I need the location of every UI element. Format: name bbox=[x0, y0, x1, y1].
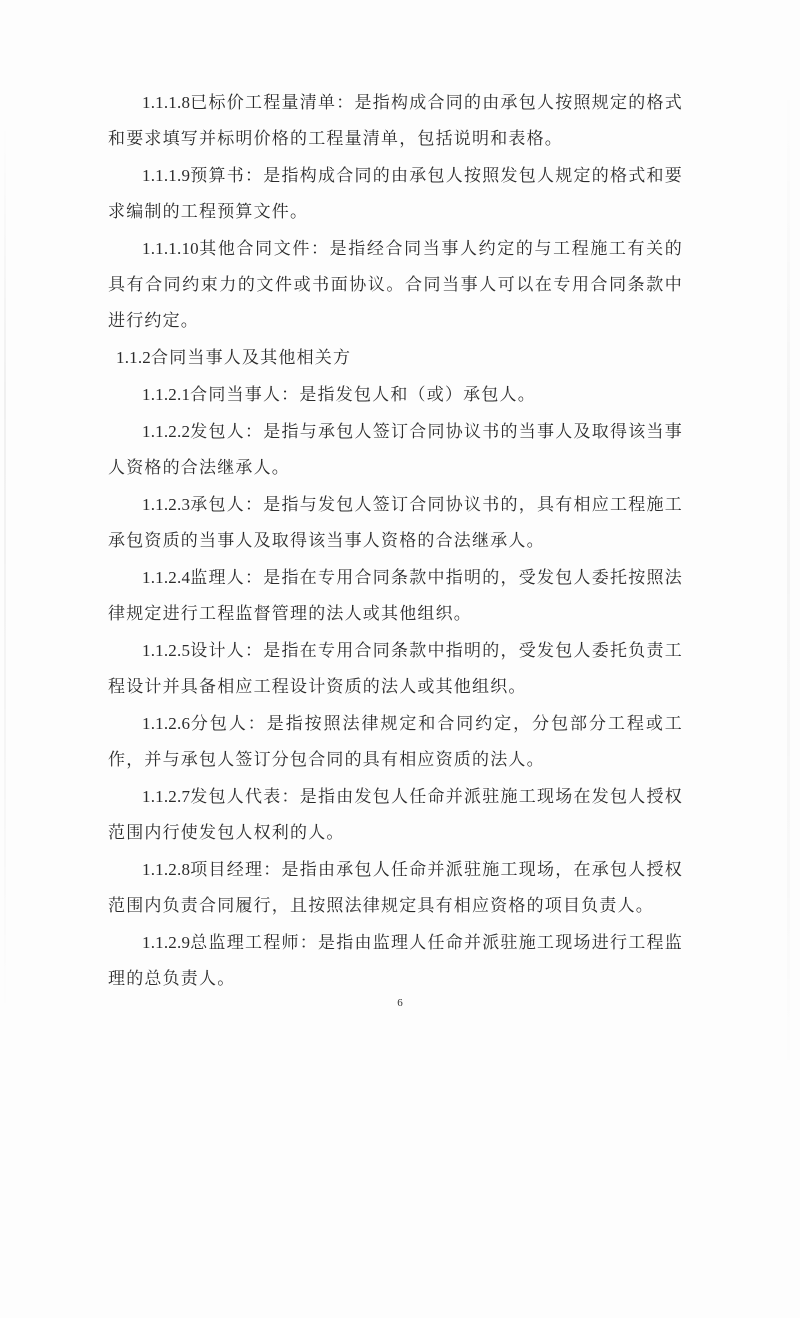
clause-1-1-2-2 bbox=[108, 414, 683, 486]
clause-number: 1.1.2.2 bbox=[142, 422, 191, 441]
clause-text: 发包人：是指与承包人签订合同协议书的当事人及取得该当事人资格的合法继承人。 bbox=[108, 422, 683, 478]
clause-text: 总监理工程师：是指由监理人任命并派驻施工现场进行工程监理的总负责人。 bbox=[108, 933, 683, 989]
clause-1-1-2-3 bbox=[108, 487, 683, 559]
clause-text: 合同当事人：是指发包人和（或）承包人。 bbox=[190, 385, 536, 405]
clause-text: 项目经理：是指由承包人任命并派驻施工现场，在承包人授权范围内负责合同履行，且按照法律规定具有相应资格的项目负责人。 bbox=[108, 860, 683, 916]
clause-number: 1.1.2.4 bbox=[142, 568, 191, 587]
clause-number: 1.1.2.3 bbox=[142, 495, 191, 514]
clause-number: 1.1.2.5 bbox=[142, 641, 191, 660]
clause-text: 分包人：是指按照法律规定和合同约定，分包部分工程或工作，并与承包人签订分包合同的具有相应资质的法人。 bbox=[108, 714, 683, 770]
clause-text: 承包人：是指与发包人签订合同协议书的，具有相应工程施工承包资质的当事人及取得该当事人资格的合法继承人。 bbox=[108, 495, 683, 551]
clause-text: 预算书：是指构成合同的由承包人按照发包人规定的格式和要求编制的工程预算文件。 bbox=[108, 166, 683, 222]
page-number: 6 bbox=[397, 997, 403, 1009]
clause-1-1-1-10 bbox=[108, 231, 683, 339]
clause-text: 发包人代表：是指由发包人任命并派驻施工现场在发包人授权范围内行使发包人权利的人。 bbox=[108, 787, 683, 843]
clause-number: 1.1.1.10 bbox=[142, 239, 199, 258]
clause-text: 其他合同文件：是指经合同当事人约定的与工程施工有关的具有合同约束力的文件或书面协议。合同当事人可以在专用合同条款中进行约定。 bbox=[108, 239, 683, 331]
section-number: 1.1.2 bbox=[116, 348, 151, 367]
clause-number: 1.1.2.7 bbox=[142, 787, 191, 806]
clause-1-1-1-8 bbox=[108, 85, 683, 157]
scan-edge-right bbox=[787, 80, 790, 1080]
clause-number: 1.1.2.6 bbox=[142, 714, 191, 733]
clause-1-1-2-4 bbox=[108, 560, 683, 632]
clause-text: 监理人：是指在专用合同条款中指明的，受发包人委托按照法律规定进行工程监督管理的法人或其他组织。 bbox=[108, 568, 683, 624]
clause-1-1-2-6 bbox=[108, 706, 683, 778]
clause-1-1-2-1 bbox=[108, 377, 683, 413]
document-body bbox=[108, 85, 683, 997]
section-heading-1-1-2 bbox=[108, 340, 683, 376]
clause-text: 设计人：是指在专用合同条款中指明的，受发包人委托负责工程设计并具备相应工程设计资质的法人或其他组织。 bbox=[108, 641, 683, 697]
clause-text: 已标价工程量清单：是指构成合同的由承包人按照规定的格式和要求填写并标明价格的工程量清单，包括说明和表格。 bbox=[108, 93, 683, 149]
clause-1-1-2-5 bbox=[108, 633, 683, 705]
clause-1-1-2-9 bbox=[108, 925, 683, 997]
section-title: 合同当事人及其他相关方 bbox=[151, 348, 352, 368]
scan-edge-left bbox=[4, 120, 6, 1020]
clause-number: 1.1.2.8 bbox=[142, 860, 191, 879]
clause-number: 1.1.1.9 bbox=[142, 166, 191, 185]
clause-1-1-2-7 bbox=[108, 779, 683, 851]
clause-number: 1.1.1.8 bbox=[142, 93, 191, 112]
clause-number: 1.1.2.1 bbox=[142, 385, 191, 404]
clause-number: 1.1.2.9 bbox=[142, 933, 191, 952]
clause-1-1-1-9 bbox=[108, 158, 683, 230]
clause-1-1-2-8 bbox=[108, 852, 683, 924]
